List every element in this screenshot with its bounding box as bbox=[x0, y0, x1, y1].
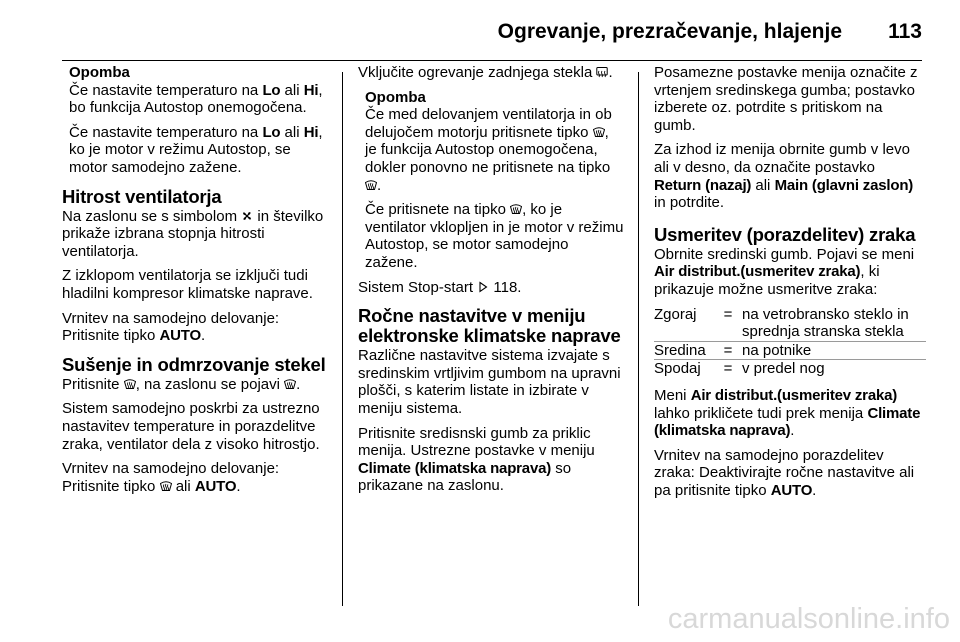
paragraph: Vrnitev na samodejno porazdelitev zraka: Deaktivirajte ročne nastavitve ali pa pritisnite tipko AUTO. bbox=[654, 446, 915, 499]
table-row: Zgoraj = na vetrobransko steklo in sprednja stranska stekla bbox=[654, 306, 926, 342]
paragraph: Vrnitev na samodejno delovanje: Pritisnite tipko AUTO. bbox=[62, 309, 280, 345]
fan-icon bbox=[241, 210, 253, 222]
note-title: Opomba bbox=[365, 88, 426, 106]
section-heading-manual-settings: Ročne nastavitve v meniju elektronske klimatske naprave bbox=[358, 305, 621, 347]
table-row: Sredina = na potnike bbox=[654, 341, 926, 360]
column-3 bbox=[654, 64, 926, 506]
note-box-2 bbox=[365, 89, 624, 272]
section-heading-fan-speed: Hitrost ventilatorja bbox=[62, 185, 222, 207]
paragraph: Za izhod iz menija obrnite gumb v levo ali v desno, da označite postavko Return (nazaj) ali Main (glavni zaslon) in potrdite. bbox=[654, 141, 914, 212]
paragraph: Sistem samodejno poskrbi za ustrezno nastavitev temperature in porazdelitve zraka, ventilator dela z visoko hitrostjo. bbox=[62, 400, 320, 453]
note-paragraph: Če nastavite temperaturo na Lo ali Hi, ko je motor v režimu Autostop, se motor samodejno zažene. bbox=[69, 123, 323, 176]
paragraph: Meni Air distribut.(usmeritev zraka) lahko prikličete tudi prek menija Climate (klimatska naprava). bbox=[654, 386, 921, 440]
paragraph: Z izklopom ventilatorja se izključi tudi hladilni kompresor klimatske naprave. bbox=[62, 267, 313, 302]
column-divider-2 bbox=[638, 72, 639, 606]
paragraph: Vrnitev na samodejno delovanje: Pritisnite tipko ali AUTO. bbox=[62, 460, 280, 495]
paragraph: Posamezne postavke menija označite z vrtenjem sredinskega gumba; postavko izberete oz. potrdite s pritiskom na gumb. bbox=[654, 64, 918, 134]
air-distribution-table bbox=[654, 306, 926, 378]
paragraph: Vključite ogrevanje zadnjega stekla . bbox=[358, 64, 613, 81]
page-header bbox=[0, 0, 960, 62]
windscreen-defrost-icon bbox=[365, 179, 377, 191]
page-ref-arrow-icon bbox=[477, 281, 489, 293]
paragraph: Pritisnite sredisnski gumb za priklic menija. Ustrezne postavke v meniju Climate (klimatska naprava) so prikazane na zaslonu. bbox=[358, 424, 595, 495]
windscreen-defrost-icon bbox=[160, 480, 172, 492]
page-title: Ogrevanje, prezračevanje, hlajenje bbox=[497, 20, 842, 43]
column-1 bbox=[62, 64, 328, 502]
paragraph: Pritisnite , na zaslonu se pojavi . bbox=[62, 375, 301, 393]
paragraph: Obrnite sredinski gumb. Pojavi se meni Air distribut.(usmeritev zraka), ki prikazuje možne usmeritve zraka: bbox=[654, 245, 915, 298]
table-row: Spodaj = v predel nog bbox=[654, 360, 825, 378]
section-heading-air-distribution: Usmeritev (porazdelitev) zraka bbox=[654, 223, 916, 245]
section-heading-defrost: Sušenje in odmrzovanje stekel bbox=[62, 353, 326, 375]
note-paragraph: Če med delovanjem ventilatorja in ob delujočem motorju pritisnete tipko , je funkcija Autostop onemogočena, dokler ponovno ne pritisnete na tipko . bbox=[365, 106, 612, 194]
note-title: Opomba bbox=[69, 64, 130, 81]
paragraph: Na zaslonu se s simbolom in številko prikaže izbrana stopnja hitrosti ventilatorja. bbox=[62, 207, 324, 260]
windscreen-defrost-icon bbox=[124, 378, 136, 390]
page-number: 113 bbox=[888, 20, 922, 43]
paragraph: Sistem Stop-start 118. bbox=[358, 278, 522, 296]
watermark-footer: carmanualsonline.info bbox=[667, 603, 950, 635]
windscreen-defrost-icon bbox=[284, 378, 296, 390]
note-paragraph: Če nastavite temperaturo na Lo ali Hi, bo funkcija Autostop onemogočena. bbox=[69, 81, 323, 117]
windscreen-defrost-icon bbox=[593, 126, 605, 138]
header-rule bbox=[62, 60, 922, 61]
note-paragraph: Če pritisnete na tipko , ko je ventilator vklopljen in je motor v režimu Autostop, se motor samodejno zaženе. bbox=[365, 201, 624, 271]
note-box-1 bbox=[69, 64, 328, 177]
paragraph: Različne nastavitve sistema izvajate s sredinskim vrtljivim gumbom na upravni plošči, s katerim listate in izbirate v meniju sistema. bbox=[358, 347, 621, 417]
column-divider-1 bbox=[342, 72, 343, 606]
windscreen-defrost-icon bbox=[510, 203, 522, 215]
rear-window-heat-icon bbox=[596, 66, 608, 78]
column-2 bbox=[358, 64, 624, 502]
